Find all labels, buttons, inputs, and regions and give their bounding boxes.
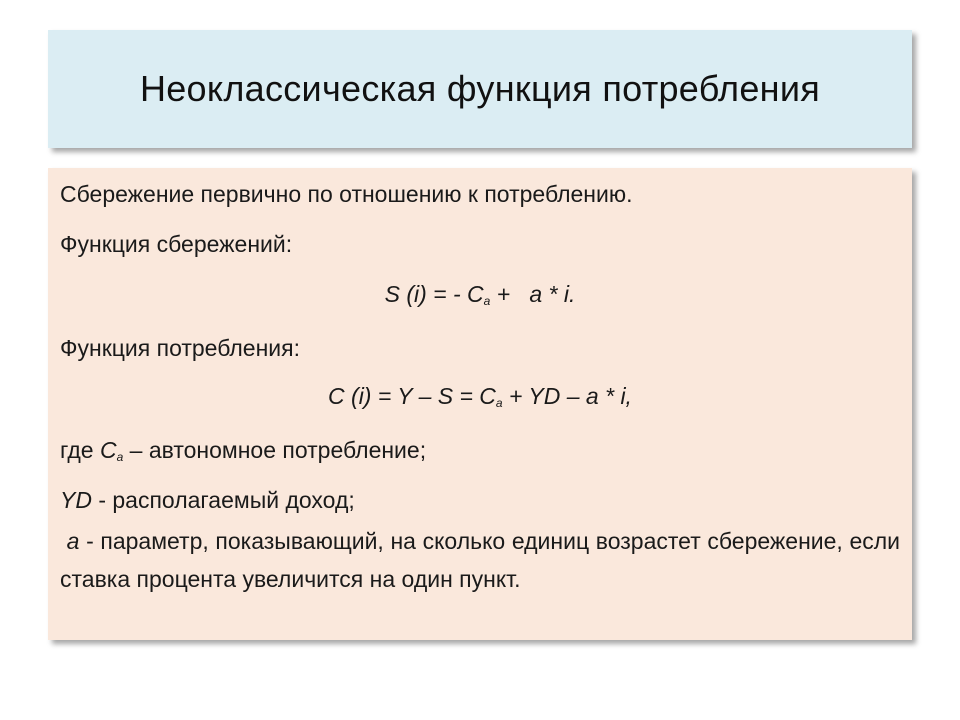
formula-saving-prefix: S (i) = - C xyxy=(384,281,484,307)
var-yd: YD xyxy=(60,487,92,513)
text-autonomous-suffix: – автономное потребление; xyxy=(123,437,427,463)
text-saving-primary: Сбережение первично по отношению к потреблению. xyxy=(60,181,633,207)
text-consumption-function-label: Функция потребления: xyxy=(60,335,300,361)
text-disposable-suffix: - располагаемый доход; xyxy=(91,487,355,513)
formula-consumption-suffix: + YD – a * i, xyxy=(502,383,632,409)
text-parameter-suffix: - параметр, показывающий, на сколько единиц возрастет сбережение, если ставка процента увеличится на один пункт. xyxy=(60,528,901,592)
text-parameter-a xyxy=(60,522,900,598)
slide-content-box xyxy=(48,168,912,640)
slide-title: Неоклассическая функция потребления xyxy=(139,68,821,109)
formula-saving-suffix: + a * i. xyxy=(490,281,576,307)
var-a: a xyxy=(66,528,80,554)
text-saving-function-label: Функция сбережений: xyxy=(60,231,293,257)
formula-saving xyxy=(48,280,912,315)
formula-consumption-sub: a xyxy=(495,396,503,410)
var-ca xyxy=(100,437,123,463)
formula-consumption xyxy=(48,382,912,417)
text-autonomous-consumption xyxy=(60,436,426,471)
formula-consumption-prefix: C (i) = Y – S = C xyxy=(328,383,496,409)
text-disposable-income xyxy=(60,486,355,514)
formula-saving-sub: a xyxy=(483,294,491,308)
slide-title-box xyxy=(48,30,912,148)
var-ca-letter: C xyxy=(99,437,117,463)
text-where-prefix: где xyxy=(60,437,100,463)
var-ca-sub: a xyxy=(116,450,124,464)
